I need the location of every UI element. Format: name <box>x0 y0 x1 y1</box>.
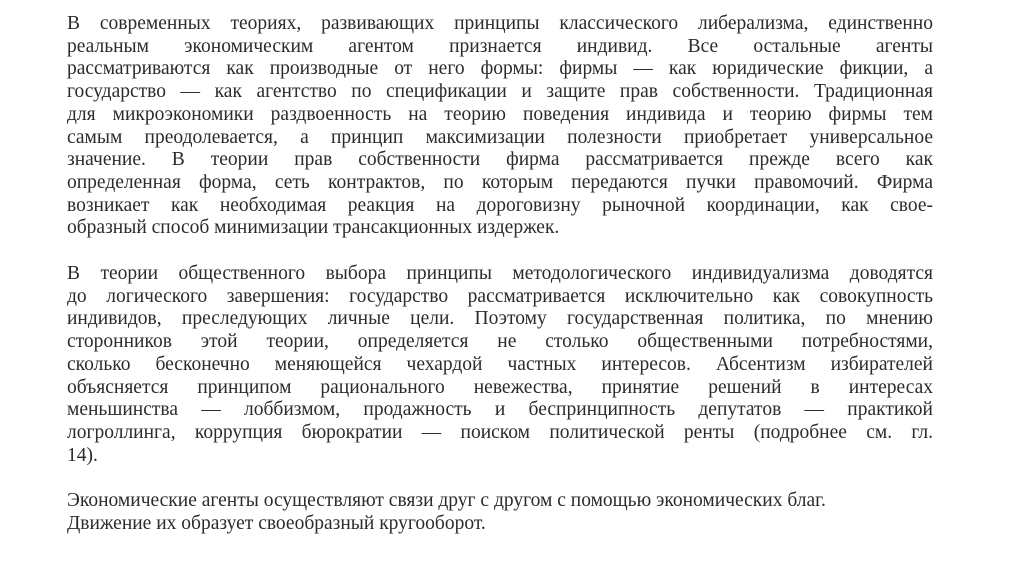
text-line: государство — как агентство по спецификации и защите прав собственности. Традиционная <box>67 81 933 103</box>
text-line: до логического завершения: государство рассматривается исключительно как совокупность <box>67 285 933 307</box>
text-line: самым преодолевается, а принцип максимизации полезности приобретает универсальное <box>67 126 933 148</box>
text-line: значение. В теории прав собственности фирма рассматривается прежде всего как <box>67 149 933 171</box>
text-line: 14). <box>67 444 98 466</box>
text-line: объясняется принципом рационального невежества, принятие решений в интересах <box>67 376 933 398</box>
text-line: образный способ минимизации трансакционных издержек. <box>67 217 560 239</box>
text-line: логроллинга, коррупция бюрократии — поиском политической ренты (подробнее см. гл. <box>67 421 933 443</box>
text-line: возникает как необходимая реакция на дороговизну рыночной координации, как свое- <box>67 194 933 216</box>
paragraph-economic-agents <box>67 490 933 535</box>
text-line: меньшинства — лоббизмом, продажность и беспринципность депутатов — практикой <box>67 399 933 421</box>
text-line: Экономические агенты осуществляют связи друг с другом с помощью экономических благ. <box>67 490 826 511</box>
text-line: рассматриваются как производные от него формы: фирмы — как юридические фикции, а <box>67 58 933 80</box>
paragraph-public-choice <box>67 263 933 467</box>
text-line: Движение их образует своеобразный кругооборот. <box>67 512 486 534</box>
text-line: В современных теориях, развивающих принципы классического либерализма, единственно <box>67 13 933 34</box>
text-line: для микроэкономики раздвоенность на теорию поведения индивида и теорию фирмы тем <box>67 103 933 125</box>
text-line: реальным экономическим агентом признается индивид. Все остальные агенты <box>67 35 933 57</box>
paragraph-classical-liberalism <box>67 13 933 240</box>
text-line: В теории общественного выбора принципы методологического индивидуализма доводятся <box>67 263 933 284</box>
text-line: сторонников этой теории, определяется не столько общественными потребностями, <box>67 331 933 353</box>
text-line: индивидов, преследующих личные цели. Поэтому государственная политика, по мнению <box>67 308 933 330</box>
text-line: сколько бесконечно меняющейся чехардой частных интересов. Абсентизм избирателей <box>67 353 933 375</box>
text-line: определенная форма, сеть контрактов, по которым передаются пучки правомочий. Фирма <box>67 171 933 193</box>
